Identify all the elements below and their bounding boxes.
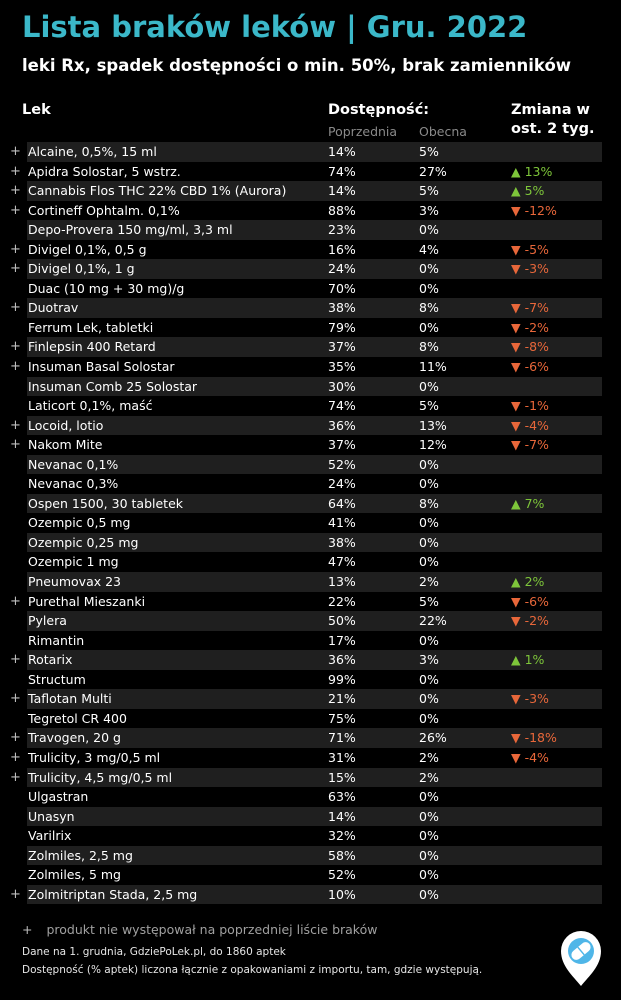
footnote-method: Dostępność (% aptek) liczona łącznie z opakowaniami z importu, tam, gdzie występują. [22,964,483,976]
drug-name: Depo-Provera 150 mg/ml, 3,3 ml [28,222,233,238]
availability-previous: 21% [328,691,356,707]
table-row [0,513,621,533]
table-row [0,220,621,240]
table-row [0,396,621,416]
availability-previous: 24% [328,476,356,492]
change-value: ▼ -3% [511,261,549,277]
availability-previous: 47% [328,554,356,570]
availability-previous: 10% [328,886,356,902]
change-value: ▼ -5% [511,241,549,257]
change-value: ▲ 5% [511,183,545,199]
drug-name: Travogen, 20 g [28,730,121,746]
change-value: ▼ -18% [511,730,557,746]
drug-name: Ferrum Lek, tabletki [28,319,154,335]
table-row [0,162,621,182]
drug-name: Alcaine, 0,5%, 15 ml [28,144,157,159]
table-row [0,592,621,612]
availability-current: 0% [419,632,439,648]
table-row [0,748,621,768]
drug-name: Cannabis Flos THC 22% CBD 1% (Aurora) [28,183,287,199]
new-item-plus-icon: + [10,300,21,316]
availability-previous: 36% [328,417,356,433]
availability-current: 0% [419,691,439,707]
availability-previous: 88% [328,202,356,218]
pill-location-pin-icon [559,928,603,988]
availability-previous: 71% [328,730,356,746]
drug-name: Duac (10 mg + 30 mg)/g [28,280,185,296]
change-value: ▼ -3% [511,691,549,707]
availability-current: 5% [419,183,439,199]
drug-name: Taflotan Multi [28,691,112,707]
drug-name: Locoid, lotio [28,417,104,433]
drug-name: Ospen 1500, 30 tabletek [28,495,183,511]
table-row [0,572,621,592]
table-row [0,787,621,807]
availability-previous: 17% [328,632,356,648]
new-item-plus-icon: + [10,183,21,199]
drug-name: Pneumovax 23 [28,574,122,590]
availability-current: 2% [419,769,439,785]
drug-name: Divigel 0,1%, 0,5 g [28,241,147,257]
legend-text: produkt nie występował na poprzedniej liście braków [46,922,378,937]
new-item-plus-icon: + [10,144,21,159]
table-row [0,259,621,279]
table-row [0,318,621,338]
availability-current: 0% [419,280,439,296]
new-item-plus-icon: + [10,163,21,179]
availability-current: 2% [419,749,439,765]
availability-current: 0% [419,867,439,883]
availability-previous: 36% [328,652,356,668]
legend-plus-icon: + [22,922,33,937]
availability-current: 11% [419,359,447,375]
drug-name: Pylera [28,613,67,629]
drug-name: Nevanac 0,1% [28,456,119,472]
availability-previous: 16% [328,241,356,257]
table-row [0,298,621,318]
availability-current: 26% [419,730,447,746]
availability-current: 0% [419,808,439,824]
change-value: ▼ -1% [511,398,549,414]
change-value: ▼ -2% [511,613,549,629]
drug-name: Ulgastran [28,789,89,805]
change-value: ▲ 2% [511,574,545,590]
table-row [0,142,621,162]
availability-previous: 15% [328,769,356,785]
new-item-plus-icon: + [10,359,21,375]
availability-previous: 23% [328,222,356,238]
footnote-source: Dane na 1. grudnia, GdziePoLek.pl, do 1860 aptek [22,946,286,958]
availability-current: 0% [419,534,439,550]
new-item-plus-icon: + [10,241,21,257]
availability-current: 0% [419,886,439,902]
availability-previous: 75% [328,710,356,726]
availability-previous: 63% [328,789,356,805]
change-value: ▼ -12% [511,202,557,218]
availability-current: 8% [419,339,439,355]
table-row [0,240,621,260]
row-band [27,807,602,827]
availability-previous: 50% [328,613,356,629]
new-item-plus-icon: + [10,437,21,453]
change-value: ▼ -8% [511,339,549,355]
page-title: Lista braków leków | Gru. 2022 [22,10,528,44]
table-row [0,474,621,494]
drug-name: Unasyn [28,808,75,824]
drug-name: Divigel 0,1%, 1 g [28,261,135,277]
table-row [0,377,621,397]
table-row [0,416,621,436]
table-row [0,846,621,866]
change-value: ▼ -6% [511,593,549,609]
table-row [0,494,621,514]
availability-current: 3% [419,202,439,218]
table-row [0,768,621,788]
drug-name: Nakom Mite [28,437,103,453]
availability-current: 0% [419,515,439,531]
availability-previous: 37% [328,339,356,355]
header-drug: Lek [22,102,51,118]
header-previous: Poprzednia [328,124,398,139]
new-item-plus-icon: + [10,593,21,609]
availability-previous: 37% [328,437,356,453]
drug-name: Ozempic 0,5 mg [28,515,131,531]
table-row [0,337,621,357]
drug-name: Duotrav [28,300,79,316]
table-row [0,728,621,748]
availability-current: 12% [419,437,447,453]
table-row [0,826,621,846]
availability-current: 0% [419,222,439,238]
table-row [0,455,621,475]
availability-current: 0% [419,319,439,335]
drug-name: Nevanac 0,3% [28,476,119,492]
drug-name: Ozempic 0,25 mg [28,534,139,550]
availability-previous: 14% [328,808,356,824]
table-row [0,357,621,377]
availability-current: 4% [419,241,439,257]
table-row [0,631,621,651]
new-item-plus-icon: + [10,886,21,902]
drug-name: Purethal Mieszanki [28,593,146,609]
drug-name: Structum [28,671,86,687]
table-row [0,689,621,709]
availability-current: 0% [419,378,439,394]
shortage-table [0,142,621,904]
availability-previous: 52% [328,867,356,883]
drug-name: Zolmitriptan Stada, 2,5 mg [28,886,198,902]
drug-name: Insuman Basal Solostar [28,359,175,375]
drug-name: Ozempic 1 mg [28,554,119,570]
availability-current: 8% [419,495,439,511]
drug-name: Zolmiles, 2,5 mg [28,847,133,863]
table-row [0,865,621,885]
availability-previous: 99% [328,671,356,687]
page-subtitle: leki Rx, spadek dostępności o min. 50%, brak zamienników [22,56,572,75]
availability-current: 5% [419,398,439,414]
new-item-plus-icon: + [10,339,21,355]
availability-previous: 58% [328,847,356,863]
availability-current: 0% [419,261,439,277]
drug-name: Finlepsin 400 Retard [28,339,156,355]
availability-previous: 14% [328,144,356,159]
new-item-plus-icon: + [10,652,21,668]
change-value: ▼ -7% [511,300,549,316]
availability-current: 0% [419,789,439,805]
table-row [0,533,621,553]
availability-current: 13% [419,417,447,433]
availability-previous: 74% [328,398,356,414]
header-availability: Dostępność: [328,102,430,118]
drug-name: Laticort 0,1%, maść [28,398,153,414]
drug-name: Apidra Solostar, 5 wstrz. [28,163,181,179]
availability-current: 0% [419,671,439,687]
header-current: Obecna [419,124,467,139]
table-row [0,670,621,690]
change-value: ▼ -4% [511,749,549,765]
availability-previous: 64% [328,495,356,511]
availability-current: 0% [419,476,439,492]
drug-name: Insuman Comb 25 Solostar [28,378,198,394]
table-row [0,709,621,729]
change-value: ▼ -4% [511,417,549,433]
drug-name: Cortineff Ophtalm. 0,1% [28,202,180,218]
availability-previous: 70% [328,280,356,296]
availability-current: 0% [419,554,439,570]
availability-previous: 31% [328,749,356,765]
new-item-plus-icon: + [10,691,21,707]
header-change-line2: ost. 2 tyg. [511,121,595,137]
table-row [0,201,621,221]
drug-name: Trulicity, 4,5 mg/0,5 ml [28,769,173,785]
change-value: ▲ 7% [511,495,545,511]
availability-current: 2% [419,574,439,590]
table-row [0,181,621,201]
availability-current: 22% [419,613,447,629]
drug-name: Zolmiles, 5 mg [28,867,121,883]
table-row [0,650,621,670]
change-value: ▼ -7% [511,437,549,453]
drug-name: Varilrix [28,828,72,844]
new-item-plus-icon: + [10,730,21,746]
availability-current: 0% [419,710,439,726]
availability-previous: 32% [328,828,356,844]
new-item-plus-icon: + [10,417,21,433]
availability-current: 0% [419,828,439,844]
availability-current: 5% [419,593,439,609]
change-value: ▼ -6% [511,359,549,375]
drug-name: Trulicity, 3 mg/0,5 ml [28,749,161,765]
availability-current: 3% [419,652,439,668]
availability-current: 27% [419,163,447,179]
new-item-plus-icon: + [10,769,21,785]
change-value: ▲ 1% [511,652,545,668]
availability-previous: 38% [328,534,356,550]
change-value: ▲ 13% [511,163,553,179]
drug-name: Rimantin [28,632,85,648]
availability-previous: 14% [328,183,356,199]
availability-current: 0% [419,847,439,863]
table-row [0,885,621,905]
table-row [0,435,621,455]
availability-previous: 74% [328,163,356,179]
table-row [0,807,621,827]
availability-previous: 38% [328,300,356,316]
legend [22,922,377,937]
availability-previous: 79% [328,319,356,335]
table-row [0,279,621,299]
availability-current: 0% [419,456,439,472]
table-row [0,552,621,572]
availability-current: 8% [419,300,439,316]
availability-previous: 22% [328,593,356,609]
change-value: ▼ -2% [511,319,549,335]
availability-previous: 13% [328,574,356,590]
availability-current: 5% [419,144,439,159]
availability-previous: 24% [328,261,356,277]
table-row [0,611,621,631]
drug-name: Rotarix [28,652,73,668]
drug-name: Tegretol CR 400 [28,710,127,726]
header-change-line1: Zmiana w [511,102,590,118]
new-item-plus-icon: + [10,749,21,765]
new-item-plus-icon: + [10,202,21,218]
availability-previous: 35% [328,359,356,375]
availability-previous: 30% [328,378,356,394]
new-item-plus-icon: + [10,261,21,277]
availability-previous: 52% [328,456,356,472]
availability-previous: 41% [328,515,356,531]
